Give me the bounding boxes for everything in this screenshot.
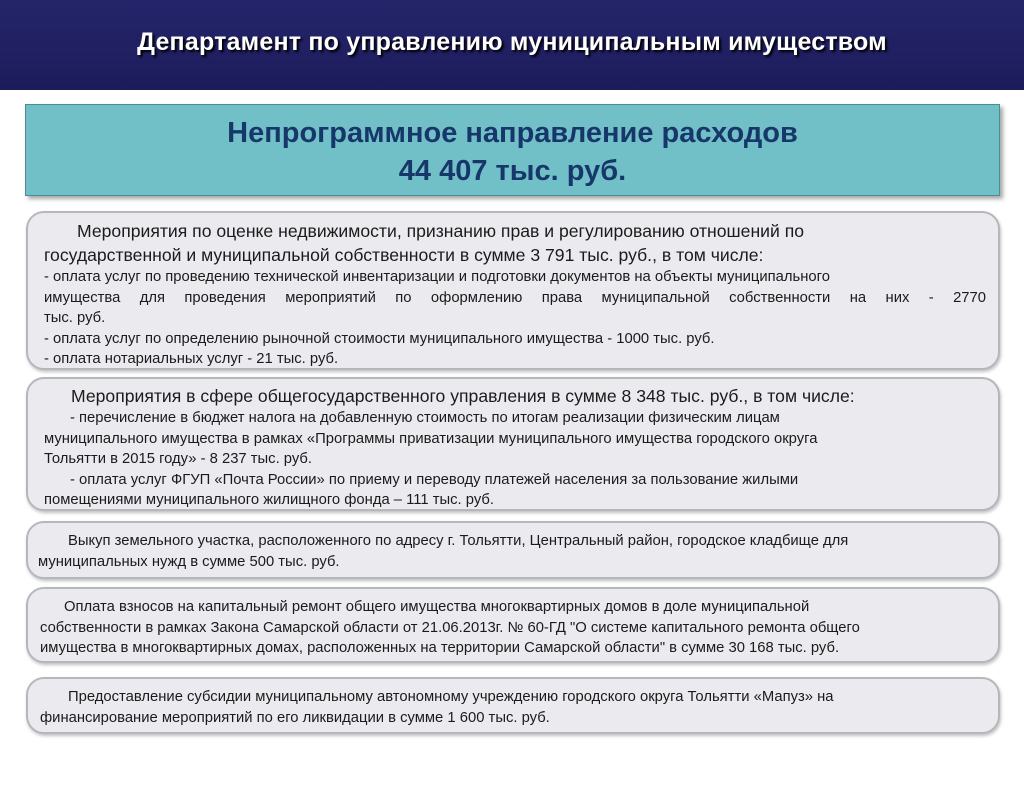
card-heading-line: Мероприятия в сфере общегосударственного управления в сумме 8 348 тыс. руб., в том числе: [71,386,855,406]
card-text-line: - оплата услуг ФГУП «Почта России» по приему и переводу платежей населения за пользование жилыми [70,471,799,488]
card-text-line: муниципальных нужд в сумме 500 тыс. руб. [38,553,340,570]
card-text-line: тыс. руб. [44,310,106,326]
expense-card-property-valuation [26,211,1000,370]
expense-card-capital-repair [26,587,1000,663]
expense-total: 44 407 тыс. руб. [398,155,627,187]
header-banner [0,0,1024,90]
card-heading-line: Мероприятия по оценке недвижимости, признанию прав и регулированию отношений по [77,221,805,241]
card-text-line: муниципального имущества в рамках «Программы приватизации муниципального имущества городского округа [44,430,818,447]
card-text-line: Тольятти в 2015 году» - 8 237 тыс. руб. [44,451,313,467]
card-heading-line: государственной и муниципальной собственности в сумме 3 791 тыс. руб., в том числе: [44,245,764,265]
card-text-line: - оплата услуг по определению рыночной стоимости муниципального имущества - 1000 тыс. руб. [44,330,715,347]
card-text-line: собственности в рамках Закона Самарской области от 21.06.2013г. № 60-ГД "О системе капитального ремонта общего [40,619,860,636]
card-text-line: помещениями муниципального жилищного фонда – 111 тыс. руб. [44,492,494,508]
department-title: Департамент по управлению муниципальным имуществом [137,28,887,56]
card-text-line: финансирование мероприятий по его ликвидации в сумме 1 600 тыс. руб. [40,709,550,726]
expense-card-state-administration [26,377,1000,511]
expense-card-land-purchase [26,521,1000,579]
card-text-line: Предоставление субсидии муниципальному автономному учреждению городского округа Тольятти «Мапуз» на [68,689,834,705]
expense-title-box [25,104,1000,196]
card-text-line: - оплата нотариальных услуг - 21 тыс. руб. [44,351,339,367]
card-text-line: - оплата услуг по проведению технической инвентаризации и подготовки документов на объекты муниципального [44,269,830,285]
card-text-line: имущества в многоквартирных домах, расположенных на территории Самарской области" в сумме 30 168 тыс. руб. [40,640,840,656]
expense-card-subsidy [26,677,1000,734]
card-text-line: Выкуп земельного участка, расположенного по адресу г. Тольятти, Центральный район, городское кладбище для [68,533,849,549]
card-text-line: имущества для проведения мероприятий по оформлению права муниципальной собственности на них - 2770 [44,289,986,306]
card-text-line: Оплата взносов на капитальный ремонт общего имущества многоквартирных домов в доле муниципальной [64,599,810,615]
card-text-line: - перечисление в бюджет налога на добавленную стоимость по итогам реализации физическим лицам [70,410,780,426]
expense-direction-title: Непрограммное направление расходов [227,117,798,149]
